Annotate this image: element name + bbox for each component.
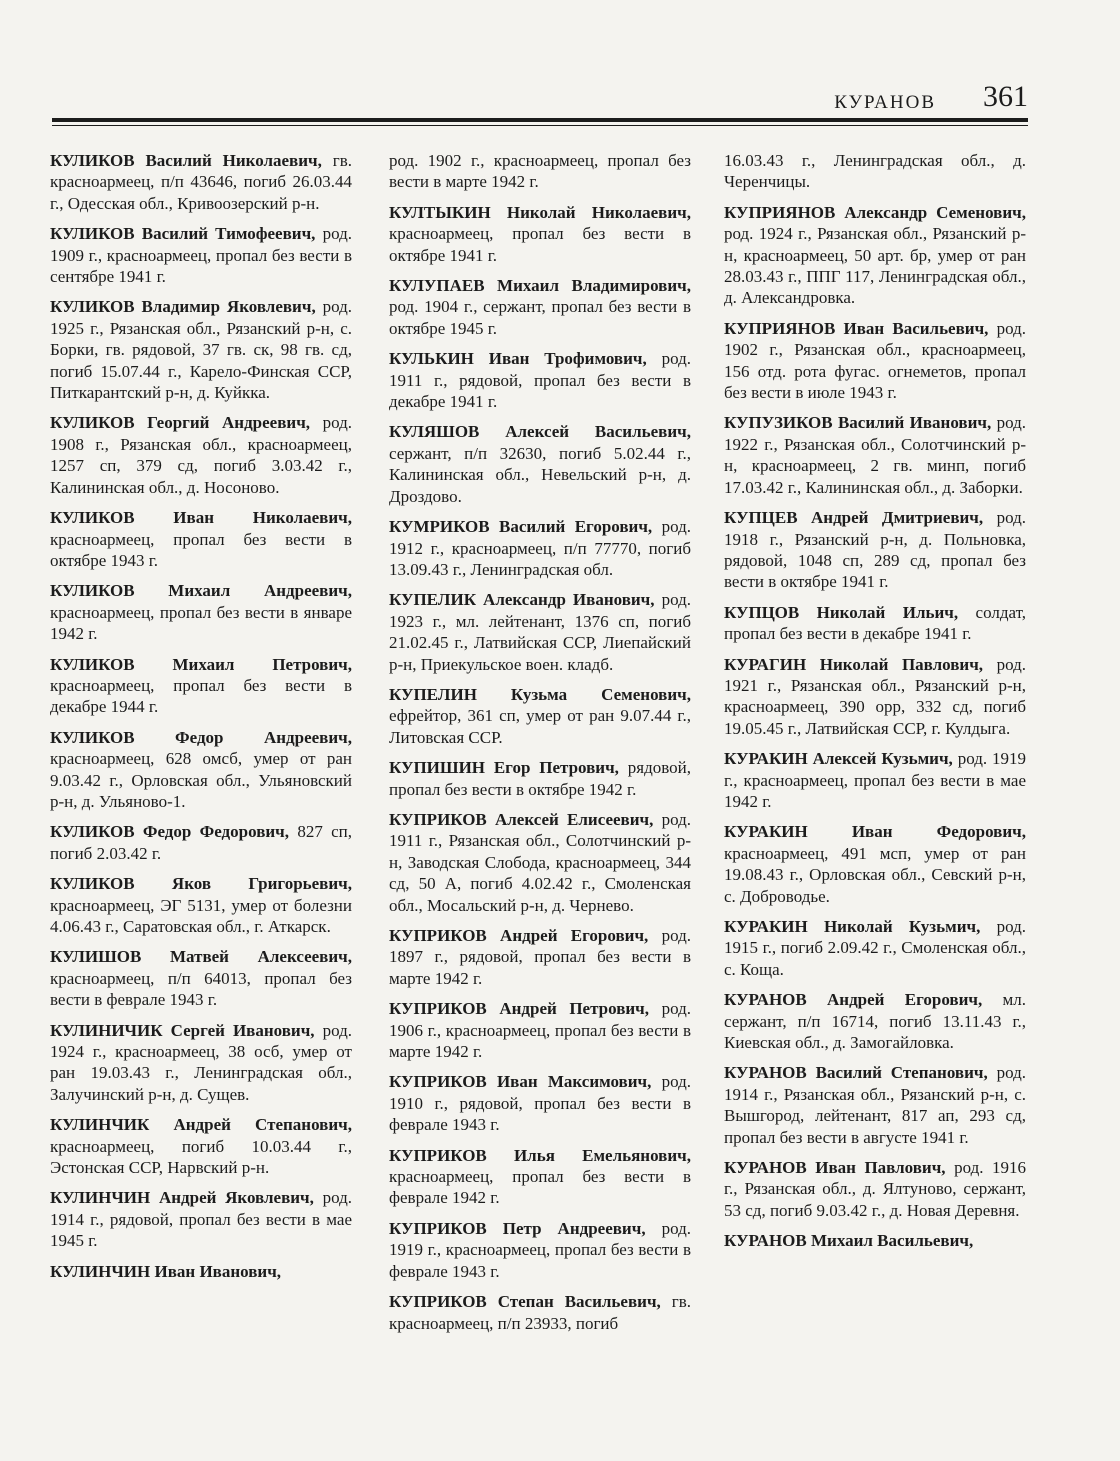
entry-text: род. 1908 г., Рязанская обл., красноармеец, 1257 сп, 379 сд, погиб 3.03.42 г., Калининская обл., д. Носоново. bbox=[50, 413, 352, 497]
entry-text: род. 1925 г., Рязанская обл., Рязанский р-н, с. Борки, гв. рядовой, 37 гв. ск, 98 гв. сд, погиб 15.07.44 г., Карело-Финская ССР, Питкарантский р-н, д. Куйкка. bbox=[50, 297, 352, 403]
entry bbox=[389, 1291, 691, 1334]
entry-name: КУПЕЛИК Александр Иванович, bbox=[389, 590, 655, 610]
entry-name: КУПРИКОВ Илья Емельянович, bbox=[389, 1145, 691, 1165]
entry-text: род. 1915 г., погиб 2.09.42 г., Смоленская обл., с. Коща. bbox=[724, 917, 1027, 979]
entry bbox=[724, 412, 1026, 498]
entry bbox=[724, 989, 1026, 1053]
entry-text: род. 1910 г., рядовой, пропал без вести в феврале 1943 г. bbox=[389, 1072, 691, 1135]
header-rule-thin bbox=[52, 125, 1028, 126]
entry-name: КУПРИЯНОВ Александр Семенович, bbox=[724, 202, 1026, 222]
entry-name: КУЛУПАЕВ Михаил Владимирович, bbox=[389, 276, 691, 296]
entry-name: КУЛИНЧИН Андрей Яковлевич, bbox=[50, 1188, 314, 1208]
entry-name: КУПРИЯНОВ Иван Васильевич, bbox=[724, 318, 989, 338]
entry-text: род. 1909 г., красноармеец, пропал без вести в сентябре 1941 г. bbox=[50, 224, 352, 287]
entry-text: красноармеец, погиб 10.03.44 г., Эстонская ССР, Нарвский р-н. bbox=[50, 1136, 352, 1178]
entry-name: КУПУЗИКОВ Василий Иванович, bbox=[724, 413, 992, 433]
entry bbox=[724, 507, 1026, 593]
entry-name: КУЛИКОВ Василий Николаевич, bbox=[50, 151, 322, 170]
entry-name: КУЛЯШОВ Алексей Васильевич, bbox=[389, 422, 691, 442]
entry-text: род. 1904 г., сержант, пропал без вести в октябре 1945 г. bbox=[389, 297, 691, 338]
entry-text: сержант, п/п 32630, погиб 5.02.44 г., Калининская обл., Невельский р-н, д. Дроздово. bbox=[389, 443, 691, 506]
entry-text: род. 1921 г., Рязанская обл., Рязанский р-н, красноармеец, 390 орр, 332 сд, погиб 19.05.45 г., Латвийская ССР, г. Кулдыга. bbox=[724, 654, 1027, 738]
entry-text: род. 1924 г., Рязанская обл., Рязанский р-н, красноармеец, 50 арт. бр, умер от ран 28.03.43 г., ППГ 117, Ленинградская обл., д. Александровка. bbox=[724, 224, 1026, 308]
entry-text: род. 1912 г., красноармеец, п/п 77770, погиб 13.09.43 г., Ленинградская обл. bbox=[389, 517, 691, 579]
column-1 bbox=[50, 150, 352, 1291]
entry-text: род. 1919 г., красноармеец, пропал без вести в феврале 1943 г. bbox=[389, 1218, 691, 1281]
entry bbox=[724, 821, 1026, 907]
entry-text: красноармеец, п/п 64013, пропал без вести в феврале 1943 г. bbox=[50, 968, 352, 1010]
entry-text: 827 сп, погиб 2.03.42 г. bbox=[50, 822, 352, 863]
entry-name: КУПРИКОВ Алексей Елисеевич, bbox=[389, 809, 654, 829]
entry-text: род. 1902 г., Рязанская обл., красноармеец, 156 отд. рота фугас. огнеметов, пропал без вести в июле 1943 г. bbox=[724, 318, 1026, 403]
entry-name: КУПРИКОВ Андрей Егорович, bbox=[389, 926, 649, 945]
entry-name: КУЛЬКИН Иван Трофимович, bbox=[389, 349, 647, 369]
entry bbox=[389, 348, 691, 412]
entry-text: род. 1897 г., рядовой, пропал без вести в марте 1942 г. bbox=[389, 926, 691, 988]
entry bbox=[724, 1230, 1026, 1251]
entry-name: КУПРИКОВ Иван Максимович, bbox=[389, 1072, 652, 1092]
entry bbox=[50, 1114, 352, 1178]
entry bbox=[389, 1071, 691, 1135]
entry bbox=[50, 1020, 352, 1106]
entry bbox=[389, 925, 691, 989]
entry-text: красноармеец, пропал без вести в феврале 1942 г. bbox=[389, 1167, 691, 1208]
entry-name: КУРАКИН Николай Кузьмич, bbox=[724, 917, 981, 936]
entry bbox=[50, 296, 352, 403]
entry bbox=[389, 1145, 691, 1209]
entry bbox=[724, 318, 1026, 404]
entry bbox=[50, 1261, 352, 1282]
entry-text: рядовой, пропал без вести в октябре 1942 г. bbox=[389, 758, 691, 799]
entry-text: род. 1906 г., красноармеец, пропал без вести в марте 1942 г. bbox=[389, 999, 691, 1062]
entry bbox=[724, 202, 1026, 309]
entry-name: КУРАНОВ Михаил Васильевич, bbox=[724, 1231, 974, 1251]
entry bbox=[389, 516, 691, 580]
entry-name: КУЛИНЧИН Иван Иванович, bbox=[50, 1261, 282, 1281]
entry-name: КУПЦОВ Николай Ильич, bbox=[724, 602, 959, 622]
entry-text: род. 1919 г., красноармеец, пропал без вести в мае 1942 г. bbox=[724, 749, 1026, 811]
entry bbox=[389, 150, 691, 193]
entry-name: КУЛТЫКИН Николай Николаевич, bbox=[389, 202, 691, 222]
entry bbox=[724, 1157, 1026, 1221]
entry-name: КУЛИКОВ Владимир Яковлевич, bbox=[50, 297, 316, 317]
entry bbox=[389, 275, 691, 339]
entry bbox=[389, 589, 691, 675]
entry-name: КУПЕЛИН Кузьма Семенович, bbox=[389, 684, 691, 704]
entry-text: род. 1924 г., красноармеец, 38 осб, умер от ран 19.03.43 г., Ленинградская обл., Залучинский р-н, д. Сущев. bbox=[50, 1020, 352, 1104]
entry-name: КУЛИНИЧИК Сергей Иванович, bbox=[50, 1020, 315, 1040]
entry bbox=[50, 507, 352, 571]
entry-text: род. 1918 г., Рязанский р-н, д. Польновка, рядовой, 1048 сп, 289 сд, пропал без вести в октябре 1941 г. bbox=[724, 508, 1027, 592]
entry-name: КУЛИКОВ Георгий Андреевич, bbox=[50, 413, 311, 433]
entry bbox=[389, 421, 691, 507]
entry-name: КУЛИКОВ Михаил Андреевич, bbox=[50, 581, 352, 601]
entry-text: красноармеец, 628 омсб, умер от ран 9.03.42 г., Орловская обл., Ульяновский р-н, д. Ульяново-1. bbox=[50, 749, 352, 811]
entry bbox=[724, 916, 1026, 980]
entry-text: красноармеец, пропал без вести в январе 1942 г. bbox=[50, 602, 352, 644]
entry-text: гв. красноармеец, п/п 43646, погиб 26.03.44 г., Одесская обл., Кривоозерский р-н. bbox=[50, 151, 352, 213]
entry-text: солдат, пропал без вести в декабре 1941 г. bbox=[724, 602, 1027, 644]
entry bbox=[724, 1062, 1026, 1148]
entry-text: род. 1914 г., Рязанская обл., Рязанский р-н, с. Вышгород, лейтенант, 817 ап, 293 сд, пропал без вести в августе 1941 г. bbox=[724, 1063, 1027, 1147]
running-head-word: КУРАНОВ bbox=[834, 92, 936, 113]
entry-name: КУЛИКОВ Василий Тимофеевич, bbox=[50, 224, 316, 244]
entry-text: красноармеец, ЭГ 5131, умер от болезни 4.06.43 г., Саратовская обл., г. Аткарск. bbox=[50, 895, 352, 936]
entry bbox=[50, 1187, 352, 1251]
entry-text: красноармеец, 491 мсп, умер от ран 19.08.43 г., Орловская обл., Севский р-н, с. Доброводье. bbox=[724, 843, 1026, 906]
entry-name: КУЛИШОВ Матвей Алексеевич, bbox=[50, 947, 352, 967]
entry-name: КУМРИКОВ Василий Егорович, bbox=[389, 517, 653, 537]
entry-text: 16.03.43 г., Ленинградская обл., д. Черенчицы. bbox=[724, 151, 1026, 192]
entry-text: род. 1922 г., Рязанская обл., Солотчинский р-н, красноармеец, 2 гв. минп, погиб 17.03.42 г., Калининская обл., д. Заборки. bbox=[724, 413, 1026, 497]
entry-name: КУРАНОВ Иван Павлович, bbox=[724, 1158, 946, 1178]
entry-name: КУРАНОВ Василий Степанович, bbox=[724, 1063, 988, 1083]
entry bbox=[50, 412, 352, 498]
entry-text: род. 1914 г., рядовой, пропал без вести в мае 1945 г. bbox=[50, 1188, 353, 1251]
entry-text: ефрейтор, 361 сп, умер от ран 9.07.44 г., Литовская ССР. bbox=[389, 706, 691, 747]
entry-name: КУЛИКОВ Яков Григорьевич, bbox=[50, 874, 352, 894]
entry bbox=[389, 1218, 691, 1282]
entry bbox=[389, 809, 691, 916]
entry-text: красноармеец, пропал без вести в декабре 1944 г. bbox=[50, 675, 352, 717]
entry-name: КУПИШИН Егор Петрович, bbox=[389, 758, 619, 778]
entry-text: мл. сержант, п/п 16714, погиб 13.11.43 г., Киевская обл., д. Замогайловка. bbox=[724, 990, 1027, 1053]
entry bbox=[724, 150, 1026, 193]
entry bbox=[724, 748, 1026, 812]
column-3 bbox=[724, 150, 1026, 1261]
entry bbox=[50, 580, 352, 644]
entry-name: КУРАГИН Николай Павлович, bbox=[724, 654, 984, 674]
entry bbox=[50, 727, 352, 813]
running-head bbox=[52, 82, 1028, 122]
entry-name: КУЛИКОВ Иван Николаевич, bbox=[50, 508, 352, 528]
entry bbox=[50, 150, 352, 214]
entry-name: КУЛИКОВ Федор Федорович, bbox=[50, 822, 290, 842]
entry-name: КУЛИКОВ Михаил Петрович, bbox=[50, 654, 352, 674]
entry-name: КУРАКИН Алексей Кузьмич, bbox=[724, 749, 953, 769]
entry bbox=[389, 998, 691, 1062]
entry bbox=[50, 946, 352, 1010]
entry-name: КУРАНОВ Андрей Егорович, bbox=[724, 990, 983, 1010]
entry-name: КУЛИКОВ Федор Андреевич, bbox=[50, 727, 352, 747]
page-number: 361 bbox=[983, 80, 1028, 113]
header-rule-thick bbox=[52, 118, 1028, 122]
entry bbox=[50, 223, 352, 287]
entry-text: род. 1911 г., Рязанская обл., Солотчинский р-н, Заводская Слобода, красноармеец, 344 сд, 50 А, погиб 4.02.42 г., Смоленская обл., Мосальский р-н, д. Чернево. bbox=[389, 809, 691, 915]
entry-name: КУПРИКОВ Петр Андреевич, bbox=[389, 1218, 646, 1238]
entry bbox=[389, 757, 691, 800]
entry-name: КУПЦЕВ Андрей Дмитриевич, bbox=[724, 508, 984, 528]
entry bbox=[724, 602, 1026, 645]
entry-text: род. 1916 г., Рязанская обл., д. Ялтуново, сержант, 53 сд, погиб 9.03.42 г., д. Новая Деревня. bbox=[724, 1158, 1026, 1220]
column-2 bbox=[389, 150, 691, 1343]
entry-text: род. 1902 г., красноармеец, пропал без вести в марте 1942 г. bbox=[389, 151, 691, 192]
entry-name: КУПРИКОВ Андрей Петрович, bbox=[389, 999, 650, 1019]
entry-text: гв. красноармеец, п/п 23933, погиб bbox=[389, 1292, 691, 1333]
entry-name: КУРАКИН Иван Федорович, bbox=[724, 822, 1026, 842]
entry-text: красноармеец, пропал без вести в октябре 1943 г. bbox=[50, 529, 352, 570]
entry bbox=[50, 821, 352, 864]
entry-name: КУПРИКОВ Степан Васильевич, bbox=[389, 1292, 661, 1312]
entry bbox=[389, 684, 691, 748]
entry bbox=[389, 202, 691, 266]
entry-name: КУЛИНЧИК Андрей Степанович, bbox=[50, 1115, 352, 1135]
entry bbox=[50, 873, 352, 937]
entry bbox=[724, 654, 1026, 740]
entry-text: род. 1911 г., рядовой, пропал без вести в декабре 1941 г. bbox=[389, 349, 691, 412]
entry-text: красноармеец, пропал без вести в октябре 1941 г. bbox=[389, 224, 691, 265]
entry bbox=[50, 654, 352, 718]
entry-text: род. 1923 г., мл. лейтенант, 1376 сп, погиб 21.02.45 г., Латвийская ССР, Лиепайский р-н, Приекульское воен. кладб. bbox=[389, 590, 691, 674]
